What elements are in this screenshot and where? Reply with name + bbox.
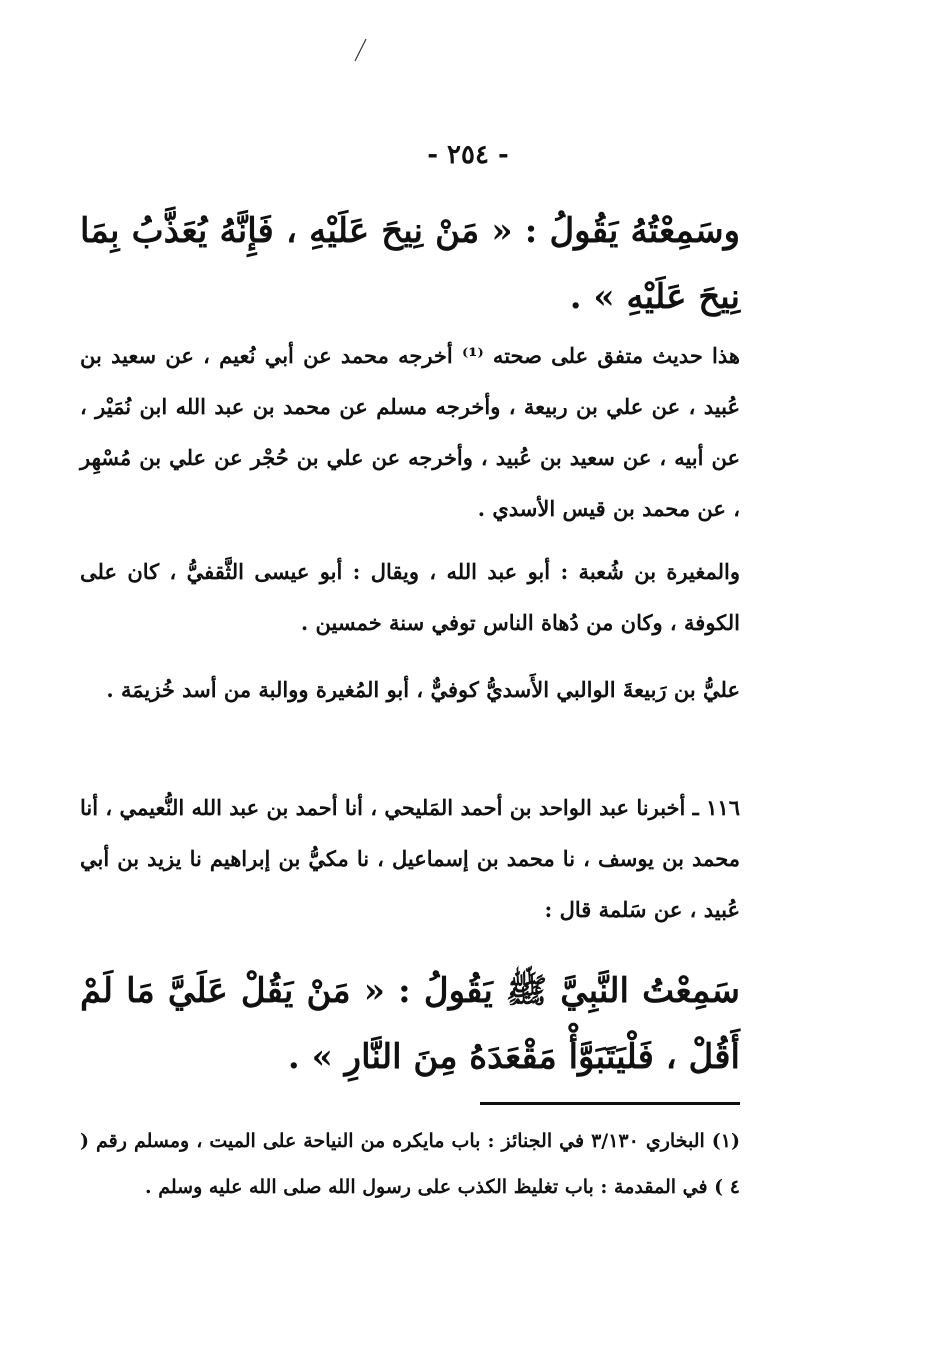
paragraph-hadith-116-isnad: ١١٦ ـ أخبرنا عبد الواحد بن أحمد المَليحي ، أنا أحمد بن عبد الله النُّعيمي ، أنا محمد بن يوسف ، نا محمد بن إسماعيل ، نا مكيُّ بن إبراهيم نا يزيد بن أبي عُبيد ، عن سَلمة قال :: [80, 795, 740, 922]
hadith-quote-1: وسَمِعْتُهُ يَقُولُ : « مَنْ نِيحَ عَلَيْهِ ، فَإِنَّهُ يُعَذَّبُ بِمَا نِيحَ عَلَيْهِ » .: [80, 211, 740, 317]
pencil-mark: [352, 38, 368, 62]
paragraph-mughira-bio: والمغيرة بن شُعبة : أبو عبد الله ، ويقال : أبو عيسى الثَّقفيُّ ، كان على الكوفة ، وكان من دُهاة الناس توفي سنة خمسين .: [80, 559, 740, 635]
footnote-divider: [480, 1102, 740, 1105]
footnote-1: (١) البخاري ٣/١٣٠ في الجنائز : باب مايكره من النياحة على الميت ، ومسلم رقم ( ٤ ) في المقدمة : باب تغليظ الكذب على رسول الله صلى الله عليه وسلم .: [80, 1130, 741, 1198]
hadith-quote-2: سَمِعْتُ النَّبِيَّ ﷺ يَقُولُ : « مَنْ يَقُلْ عَلَيَّ مَا لَمْ أَقُلْ ، فَلْيَتَبَوَّأْ مَقْعَدَهُ مِنَ النَّارِ » .: [80, 971, 740, 1077]
paragraph-hadith-sources: هذا حديث متفق على صحته ⁽¹⁾ أخرجه محمد عن أبي نُعيم ، عن سعيد بن عُبيد ، عن علي بن ربيعة ، وأخرجه مسلم عن محمد بن عبد الله ابن نُمَيْر ، عن أبيه ، عن سعيد بن عُبيد ، وأخرجه عن علي بن حُجْر عن علي بن مُسْهِر ، عن محمد بن قيس الأسدي .: [80, 343, 740, 521]
paragraph-ali-bio: عليُّ بن رَبيعةَ الوالبي الأَسديُّ كوفيٌّ ، أبو المُغيرة ووالبة من أسد خُزيمَة .: [106, 677, 740, 702]
page-number: - ٢٥٤ -: [427, 140, 509, 170]
